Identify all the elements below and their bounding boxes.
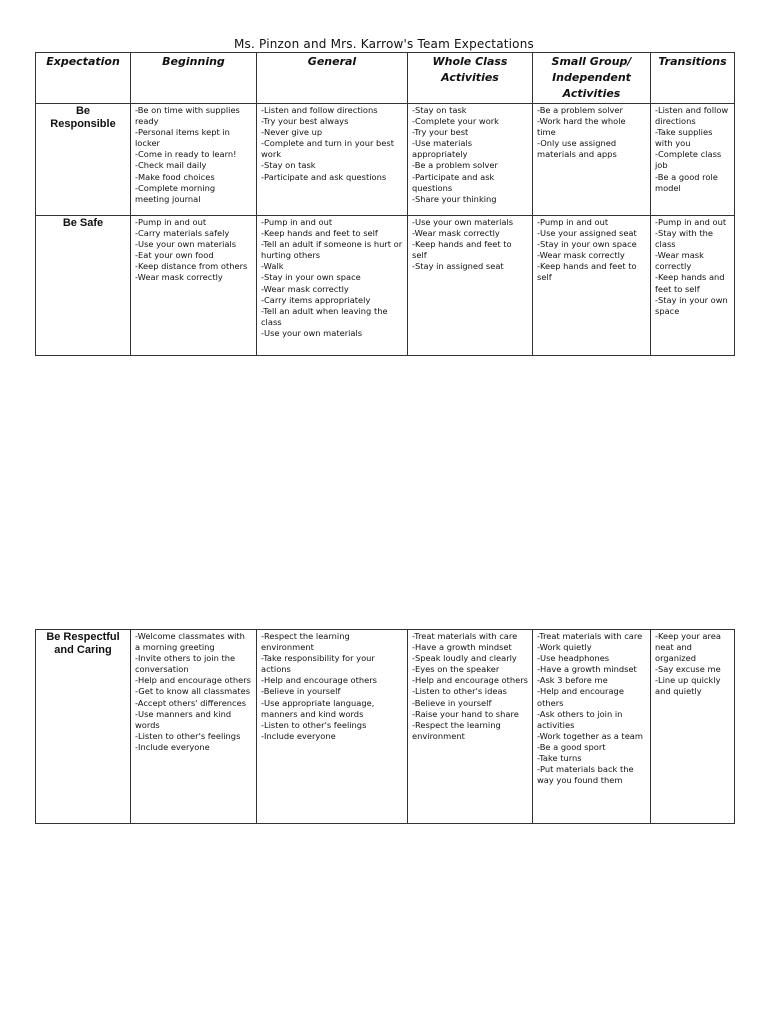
list-item: -Tell an adult when leaving the class bbox=[261, 305, 388, 327]
item-list bbox=[261, 217, 403, 339]
list-item: -Help and encourage others bbox=[135, 675, 251, 686]
list-item: -Pump in and out bbox=[537, 217, 609, 227]
list-item: -Respect the learning environment bbox=[261, 631, 350, 653]
header-general: General bbox=[257, 53, 408, 104]
item-list bbox=[655, 105, 730, 194]
item-list bbox=[135, 105, 252, 205]
header-whole-class-line: Activities bbox=[441, 71, 499, 84]
cell-general bbox=[257, 104, 408, 216]
list-item: -Carry materials safely bbox=[135, 228, 230, 239]
cell-beginning bbox=[131, 216, 257, 356]
list-item: -Keep hands and feet to self bbox=[655, 272, 725, 294]
list-item: -Use your assigned seat bbox=[537, 228, 637, 239]
expectation-label-line: Responsible bbox=[50, 118, 116, 130]
cell-transitions bbox=[651, 104, 735, 216]
list-item: -Listen and follow directions bbox=[655, 105, 729, 127]
item-list bbox=[135, 631, 252, 753]
header-whole-class-line: Whole Class bbox=[432, 55, 508, 68]
list-item: -Work together as a team bbox=[537, 730, 643, 741]
list-item: -Accept others' differences bbox=[135, 697, 247, 708]
list-item: -Check mail daily bbox=[135, 160, 207, 171]
list-item: -Wear mask correctly bbox=[412, 228, 500, 239]
cell-small-group bbox=[533, 630, 651, 824]
header-small-group-line: Activities bbox=[562, 87, 621, 100]
list-item: -Treat materials with care bbox=[537, 631, 643, 641]
list-item: -Keep your area neat and organized bbox=[655, 631, 721, 664]
list-item: -Walk bbox=[261, 261, 284, 272]
list-item: -Get to know all classmates bbox=[135, 686, 251, 697]
cell-general bbox=[257, 216, 408, 356]
list-item: -Ask 3 before me bbox=[537, 675, 608, 686]
list-item: -Complete class job bbox=[655, 149, 722, 171]
item-list bbox=[537, 631, 646, 786]
list-item: -Help and encourage others bbox=[412, 675, 528, 686]
list-item: -Keep hands and feet to self bbox=[537, 261, 637, 283]
list-item: -Complete and turn in your best work bbox=[261, 138, 394, 160]
list-item: -Help and encourage others bbox=[261, 675, 377, 686]
list-item: -Ask others to join in activities bbox=[537, 708, 623, 730]
expectation-label-line: Be Respectful bbox=[46, 631, 120, 643]
expectations-table bbox=[35, 52, 735, 356]
list-item: -Wear mask correctly bbox=[537, 250, 625, 261]
page-title: Ms. Pinzon and Mrs. Karrow's Team Expectations bbox=[233, 37, 534, 51]
list-item: -Be on time with supplies ready bbox=[135, 105, 240, 127]
list-item: -Complete morning meeting journal bbox=[135, 182, 216, 204]
row-be-safe bbox=[36, 216, 735, 356]
cell-transitions bbox=[651, 216, 735, 356]
expectation-label bbox=[36, 104, 131, 216]
list-item: -Make food choices bbox=[135, 171, 215, 182]
list-item: -Listen and follow directions bbox=[261, 105, 378, 115]
list-item: -Work quietly bbox=[537, 642, 592, 653]
expectation-label-line: Be bbox=[75, 105, 91, 117]
header-small-group-line: Small Group/ bbox=[551, 55, 632, 68]
list-item: -Stay with the class bbox=[655, 228, 714, 250]
list-item: -Be a problem solver bbox=[537, 105, 623, 115]
cell-whole-class bbox=[408, 630, 533, 824]
list-item: -Stay in assigned seat bbox=[412, 261, 504, 272]
list-item: -Have a growth mindset bbox=[412, 642, 512, 653]
list-item: -Listen to other's feelings bbox=[261, 719, 367, 730]
item-list bbox=[537, 217, 646, 284]
list-item: -Use headphones bbox=[537, 653, 610, 664]
list-item: -Invite others to join the conversation bbox=[135, 653, 236, 675]
list-item: -Include everyone bbox=[135, 741, 210, 752]
list-item: -Pump in and out bbox=[261, 217, 333, 227]
cell-whole-class bbox=[408, 216, 533, 356]
header-small-group-line: Independent bbox=[552, 71, 631, 84]
list-item: -Stay on task bbox=[412, 105, 467, 115]
cell-beginning bbox=[131, 630, 257, 824]
list-item: -Be a problem solver bbox=[412, 160, 498, 171]
list-item: -Personal items kept in locker bbox=[135, 127, 230, 149]
list-item: -Listen to other's ideas bbox=[412, 686, 507, 697]
list-item: -Respect the learning environment bbox=[412, 719, 501, 741]
list-item: -Use materials appropriately bbox=[412, 138, 473, 160]
list-item: -Be a good role model bbox=[655, 171, 718, 193]
list-item: -Take supplies with you bbox=[655, 127, 713, 149]
item-list bbox=[135, 217, 252, 284]
list-item: -Believe in yourself bbox=[412, 697, 492, 708]
list-item: -Keep distance from others bbox=[135, 261, 248, 272]
list-item: -Stay on task bbox=[261, 160, 316, 171]
list-item: -Complete your work bbox=[412, 116, 499, 127]
item-list bbox=[655, 217, 730, 317]
list-item: -Never give up bbox=[261, 127, 323, 138]
list-item: -Use your own materials bbox=[135, 239, 237, 250]
list-item: -Eat your own food bbox=[135, 250, 214, 261]
cell-beginning bbox=[131, 104, 257, 216]
cell-transitions bbox=[651, 630, 735, 824]
list-item: -Wear mask correctly bbox=[135, 272, 223, 283]
item-list bbox=[412, 217, 528, 272]
list-item: -Treat materials with care bbox=[412, 631, 518, 641]
expectations-table-continued bbox=[35, 629, 735, 824]
list-item: -Welcome classmates with a morning greeting bbox=[135, 631, 245, 653]
list-item: -Eyes on the speaker bbox=[412, 664, 500, 675]
cell-general bbox=[257, 630, 408, 824]
list-item: -Only use assigned materials and apps bbox=[537, 138, 617, 160]
item-list bbox=[655, 631, 730, 698]
list-item: -Share your thinking bbox=[412, 193, 497, 204]
list-item: -Wear mask correctly bbox=[261, 283, 349, 294]
list-item: -Wear mask correctly bbox=[655, 250, 704, 272]
list-item: -Say excuse me bbox=[655, 664, 721, 675]
list-item: -Carry items appropriately bbox=[261, 294, 371, 305]
list-item: -Pump in and out bbox=[135, 217, 207, 227]
row-be-respectful-and-caring bbox=[36, 630, 735, 824]
list-item: -Keep hands and feet to self bbox=[412, 239, 512, 261]
list-item: -Use appropriate language, manners and kind words bbox=[261, 697, 375, 719]
list-item: -Take responsibility for your actions bbox=[261, 653, 375, 675]
list-item: -Take turns bbox=[537, 753, 582, 764]
cell-whole-class bbox=[408, 104, 533, 216]
list-item: -Use your own materials bbox=[412, 217, 514, 227]
list-item: -Participate and ask questions bbox=[412, 171, 495, 193]
list-item: -Speak loudly and clearly bbox=[412, 653, 517, 664]
list-item: -Stay in your own space bbox=[261, 272, 361, 283]
header-expectation: Expectation bbox=[36, 53, 131, 104]
list-item: -Line up quickly and quietly bbox=[655, 675, 721, 697]
list-item: -Stay in your own space bbox=[655, 294, 728, 316]
list-item: -Use your own materials bbox=[261, 327, 363, 338]
cell-small-group bbox=[533, 104, 651, 216]
header-whole-class bbox=[408, 53, 533, 104]
expectation-label-line: Be Safe bbox=[62, 217, 104, 229]
header-transitions: Transitions bbox=[651, 53, 735, 104]
list-item: -Work hard the whole time bbox=[537, 116, 626, 138]
header-small-group bbox=[533, 53, 651, 104]
list-item: -Have a growth mindset bbox=[537, 664, 637, 675]
expectation-label bbox=[36, 216, 131, 356]
list-item: -Come in ready to learn! bbox=[135, 149, 237, 160]
list-item: -Listen to other's feelings bbox=[135, 730, 241, 741]
list-item: -Tell an adult if someone is hurt or hurting others bbox=[261, 239, 403, 261]
header-beginning: Beginning bbox=[131, 53, 257, 104]
list-item: -Put materials back the way you found them bbox=[537, 764, 634, 786]
header-row bbox=[36, 53, 735, 104]
list-item: -Be a good sport bbox=[537, 741, 606, 752]
list-item: -Use manners and kind words bbox=[135, 708, 232, 730]
list-item: -Help and encourage others bbox=[537, 686, 624, 708]
list-item: -Try your best bbox=[412, 127, 469, 138]
list-item: -Raise your hand to share bbox=[412, 708, 519, 719]
list-item: -Include everyone bbox=[261, 730, 336, 741]
list-item: -Pump in and out bbox=[655, 217, 727, 227]
item-list bbox=[261, 105, 403, 183]
expectation-label-line: and Caring bbox=[54, 644, 112, 656]
list-item: -Stay in your own space bbox=[537, 239, 637, 250]
item-list bbox=[261, 631, 403, 742]
list-item: -Believe in yourself bbox=[261, 686, 341, 697]
expectation-label bbox=[36, 630, 131, 824]
list-item: -Try your best always bbox=[261, 116, 349, 127]
row-be-responsible bbox=[36, 104, 735, 216]
item-list bbox=[412, 631, 528, 742]
item-list bbox=[412, 105, 528, 205]
list-item: -Participate and ask questions bbox=[261, 171, 387, 182]
list-item: -Keep hands and feet to self bbox=[261, 228, 378, 239]
item-list bbox=[537, 105, 646, 160]
cell-small-group bbox=[533, 216, 651, 356]
